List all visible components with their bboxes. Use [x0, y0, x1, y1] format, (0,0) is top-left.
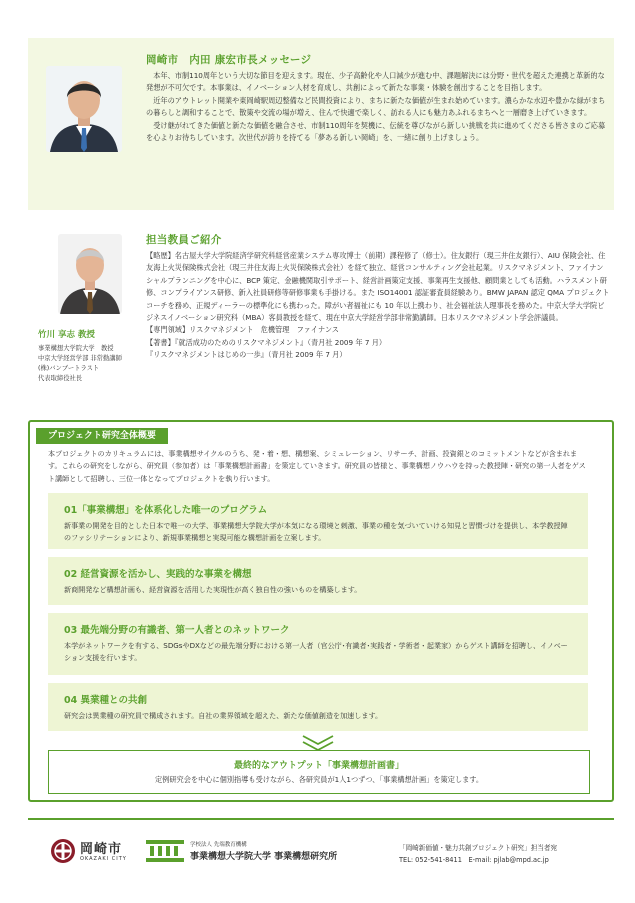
okazaki-city-emblem-icon [50, 838, 76, 864]
contact-info: TEL: 052-541-8411 E-mail: pjlab@mpd.ac.jp [399, 856, 549, 864]
mayor-paragraph-2: 近年のアウトレット開業や東岡崎駅周辺整備など民間投資により、まちに新たな価値が生まれ始めています。濃らかな水辺や豊かな緑がまちの暮らしと調和することで、散策や交流の場が増え、住んで快適で楽しく、訪れる人にも魅力あふれるまちへと一層磨き上げていきます。 [146, 95, 606, 118]
feature-text-2: 新商開発など構想計画も、経営資源を活用した実現性が高く独自性の強いものを構築します。 [64, 585, 362, 594]
feature-title-2: 02 経営資源を活かし、実践的な事業を構想 [64, 569, 252, 580]
affiliation-line-1: 事業構想大学院大学 教授 [38, 345, 114, 352]
city-roman: OKAZAKI CITY [80, 856, 127, 862]
faculty-bio [146, 250, 610, 362]
city-name: 岡崎市 [80, 842, 123, 857]
contact-title: 「岡崎新価値・魅力共創プロジェクト研究」担当者宛 [399, 844, 558, 852]
output-title: 最終的なアウトプット「事業構想計画書」 [233, 761, 405, 771]
professor-photo [58, 234, 122, 314]
affiliation-line-3: (株)バンブートラスト [38, 365, 100, 372]
school-name: 事業構想大学院大学 事業構想研究所 [190, 852, 338, 862]
school-org: 学校法人 先端教育機構 [190, 842, 247, 848]
professor-affiliation [38, 344, 142, 384]
book-2: 『リスクマネジメントはじめの一歩』（青月社 2009 年 7 月） [146, 350, 347, 360]
footer-rule [28, 818, 614, 820]
professor-name: 竹川 享志 教授 [38, 330, 95, 340]
feature-title-1: 01「事業構想」を体系化した唯一のプログラム [64, 505, 268, 516]
feature-title-3: 03 最先端分野の有識者、第一人者とのネットワーク [64, 625, 290, 636]
overview-intro: 本プロジェクトのカリキュラムには、事業構想サイクルのうち、発・着・想、構想案、シミュレーション、リサーチ、計画、投資銀とのコミットメントなどが含まれます。これらの研究をしながら、研究員（参加者）は「事業構想計画書」を策定していきます。研究員の皆様と、事業構想ノウハウを持った教授陣・研究の第一人者をゲスト講師として招聘し、三位一体となってプロジェクトを執り行います。 [48, 449, 586, 483]
faculty-heading: 担当教員ご紹介 [146, 234, 222, 246]
book-1: 【著書】『就活成功のためのリスクマネジメント』（青月社 2009 年 7 月） [146, 337, 387, 347]
feature-card-1 [48, 493, 588, 549]
mayor-heading: 岡崎市 内田 康宏市長メッセージ [146, 54, 312, 66]
feature-text-1: 新事業の開発を目的とした日本で唯一の大学、事業構想大学院大学が本気になる環境と刺激、事業の種を気づいていける知見と習慣づけを提供し、本学教授陣のファシリテーションにより、新規事業構想と実現可能な構想計画を立案します。 [64, 521, 568, 542]
school-logo-icon [146, 840, 184, 862]
bio-text: 【略歴】名古屋大学大学院経済学研究科経営産業システム専攻博士（前期）課程修了（修士）。住友銀行（現三井住友銀行）、AIU 保険会社、住友海上火災保険株式会社（現三井住友海上火災保険株式会社）を経て独立、経営コンサルティング会社起業。リスクマネジメント、ファイナンシャルプランニングを中心に、BCP 策定、金融機関取引サポート、経営計画策定支援、事業再生支援他、顧問業としても活動。ハラスメント研修、コンプライアンス研修、新入社員研修等研修事業も手掛ける。また ISO14001 認証審査員経験あり。BMW JAPAN 認定 QMA プロジェクトコーチを務め、正規ディーラーの標準化にも携わった。障がい者福祉にも 10 年以上携わり、社会福祉法人理事長を務めた。中京大学大学院ビジネスイノベーション研究科（MBA）客員教授を経て、現在中京大学経営学部非常勤講師。日本リスクマネジメント学会評議員。 [146, 251, 610, 323]
mayor-section [28, 38, 614, 210]
mayor-message [146, 70, 608, 144]
output-box [48, 750, 590, 794]
feature-title-4: 04 異業種との共創 [64, 695, 148, 706]
feature-card-4 [48, 683, 588, 731]
feature-card-2 [48, 557, 588, 605]
mayor-photo [46, 66, 122, 152]
feature-text-3: 本学がネットワークを有する、SDGsやDXなどの最先端分野における第一人者（官公庁･有識者･実践者・学術者・起業家）からゲスト講師を招聘し、イノベーション支援を行います。 [64, 641, 568, 662]
mayor-paragraph-3: 受け継がれてきた価値と新たな価値を融合させ、市制110周年を契機に、伝統を尊びながら新しい挑戦を共に進めてくださる皆さまのご応募を心よりお待ちしています。次世代が誇りを持てる「夢ある新しい岡崎」を、一緒に創り上げましょう。 [146, 120, 606, 143]
overview-tab: プロジェクト研究全体概要 [36, 428, 168, 444]
feature-text-4: 研究会は異業種の研究員で構成されます。自社の業界領域を超えた、新たな価値創造を加速します。 [64, 711, 383, 720]
affiliation-line-2: 中京大学経営学部 非常勤講師 [38, 355, 122, 362]
output-text: 定例研究会を中心に個別指導も受けながら、各研究員が1人1つずつ、「事業構想計画」を策定します。 [154, 775, 484, 784]
faculty-section [28, 222, 614, 408]
affiliation-line-4: 代表取締役社長 [38, 375, 83, 382]
specialty-fields: 【専門領域】リスクマネジメント 危機管理 ファイナンス [146, 325, 339, 335]
mayor-paragraph-1: 本年、市制110周年という大切な節目を迎えます。現在、少子高齢化や人口減少が進む中、課題解決には分野・世代を超えた連携と革新的な発想が不可欠です。本事業は、イノベーション人材を育成し、共創によって新たな事業・体験を創出することを目指します。 [146, 71, 605, 93]
feature-card-3 [48, 613, 588, 675]
